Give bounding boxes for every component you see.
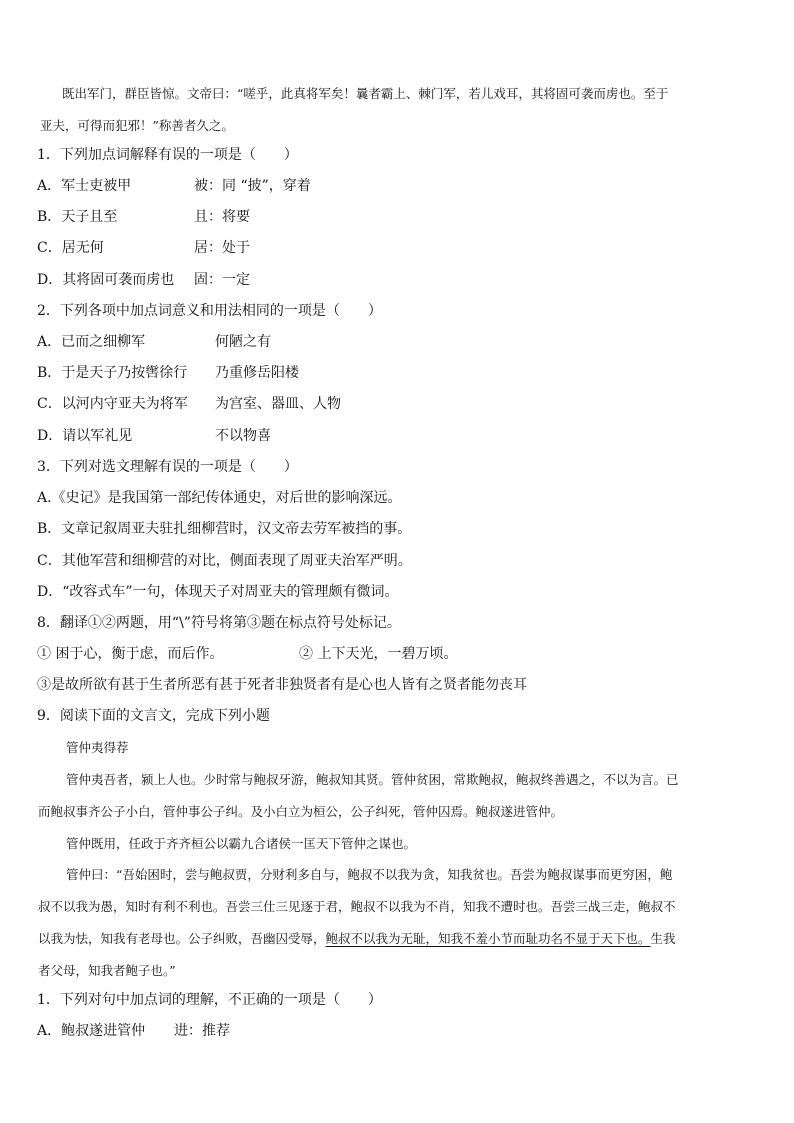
q8-stem: 8．翻译①②两题，用“\”符号将第③题在标点符号处标记。 [37, 615, 401, 631]
q3-option-b: B．文章记叙周亚夫驻扎细柳营时，汉文帝去劳军被挡的事。 [37, 521, 412, 537]
passage-title: 管仲夷得荐 [66, 740, 129, 755]
q1-option-d [37, 271, 250, 289]
q1-option-d-text: D．其将固可袭而虏也 [37, 272, 175, 288]
q9-sub1-stem: 1．下列对句中加点词的理解，不正确的一项是（ ） [37, 992, 382, 1008]
passage-p1-line-2: 而鲍叔事齐公子小白，管仲事公子纠。及小白立为桓公，公子纠死，管仲囚焉。鲍叔遂进管仲。 [38, 804, 564, 819]
q8-item-3: ③是故所欲有甚于生者所恶有甚于死者非独贤者有是心也人皆有之贤者能勿丧耳 [37, 677, 527, 693]
q3-stem: 3．下列对选文理解有误的一项是（ ） [37, 459, 298, 475]
q2-option-a-pair: 何陋之有 [215, 334, 271, 350]
q2-option-c-pair: 为宫室、器皿、人物 [215, 396, 341, 412]
q9-sub1-option-a-gloss: 进：推荐 [174, 1023, 230, 1039]
q1-option-a-gloss: 被：同 “披”，穿着 [194, 178, 311, 194]
q1-option-b-gloss: 且：将要 [194, 209, 250, 225]
q1-option-c [37, 239, 250, 257]
q1-option-d-gloss: 固：一定 [194, 272, 250, 288]
underlined-sentence: 鲍叔不以我为无耻，知我不羞小节而耻功名不显于天下也。 [325, 931, 651, 946]
q1-option-c-gloss: 居：处于 [194, 240, 250, 256]
q1-stem: 1．下列加点词解释有误的一项是（ ） [37, 147, 298, 163]
q9-stem: 9．阅读下面的文言文，完成下列小题 [37, 708, 270, 724]
q3-option-d: D．“改容式车”一句，体现天子对周亚夫的管理颇有微词。 [37, 584, 399, 600]
q2-option-c-text: C．以河内守亚夫为将军 [37, 396, 188, 412]
q2-option-a-text: A．已而之细柳军 [37, 334, 146, 350]
q1-option-a [37, 177, 311, 195]
q2-option-d-text: D．请以军礼见 [37, 428, 133, 444]
q1-option-a-text: A．军士吏被甲 [37, 178, 132, 194]
q8-item-1: ① 困于心，衡于虑，而后作。 [37, 646, 224, 662]
passage-p2: 管仲既用，任政于齐齐桓公以霸九合诸侯一匡天下管仲之谋也。 [66, 836, 417, 851]
passage-p3-line-1: 管仲曰：“吾始困时，尝与鲍叔贾，分财利多自与，鲍叔不以我为贪，知我贫也。吾尝为鲍叔谋事而更穷困，鲍 [66, 867, 673, 882]
q9-sub1-option-a-text: A．鲍叔遂进管仲 [37, 1023, 146, 1039]
intro-line-1: 既出军门，群臣皆惊。文帝曰：“嗟乎，此真将军矣！曩者霸上、棘门军，若儿戏耳，其将固可袭而虏也。至于 [62, 86, 669, 101]
q2-option-b-pair: 乃重修岳阳楼 [215, 365, 299, 381]
q8-items-row [37, 645, 458, 663]
q1-option-b-text: B．天子且至 [37, 209, 118, 225]
q2-option-b-text: B．于是天子乃按辔徐行 [37, 365, 188, 381]
q8-item-2: ② 上下天光，一碧万顷。 [299, 646, 458, 662]
q1-option-b [37, 208, 250, 226]
q2-option-d [37, 427, 271, 445]
q1-option-c-text: C．居无何 [37, 240, 104, 256]
passage-p3-line-2: 叔不以我为愚，知时有利不利也。吾尝三仕三见逐于君，鲍叔不以我为不肖，知我不遭时也。吾尝三战三走，鲍叔不 [38, 899, 676, 914]
q2-option-b [37, 364, 299, 382]
passage-p3-line-3 [38, 930, 676, 948]
q3-option-c: C．其他军营和细柳营的对比，侧面表现了周亚夫治军严明。 [37, 553, 412, 569]
q9-sub1-option-a [37, 1022, 230, 1040]
passage-p3-line-4: 者父母，知我者鲍子也。” [38, 963, 176, 978]
q3-option-a: A.《史记》是我国第一部纪传体通史，对后世的影响深远。 [37, 490, 402, 506]
passage-p1-line-1: 管仲夷吾者，颍上人也。少时常与鲍叔牙游，鲍叔知其贤。管仲贫困，常欺鲍叔，鲍叔终善遇之，不以为言。已 [66, 772, 679, 787]
passage-p3-line-3-start: 以我为怯，知我有老母也。公子纠败，吾幽囚受辱， [38, 931, 326, 946]
q2-option-c [37, 395, 341, 413]
intro-line-2: 亚夫，可得而犯邪！”称善者久之。 [40, 118, 234, 133]
q2-option-a [37, 333, 271, 351]
q2-option-d-pair: 不以物喜 [215, 428, 271, 444]
q2-stem: 2．下列各项中加点词意义和用法相同的一项是（ ） [37, 303, 382, 319]
passage-p3-line-3-end: 生我 [650, 931, 676, 946]
